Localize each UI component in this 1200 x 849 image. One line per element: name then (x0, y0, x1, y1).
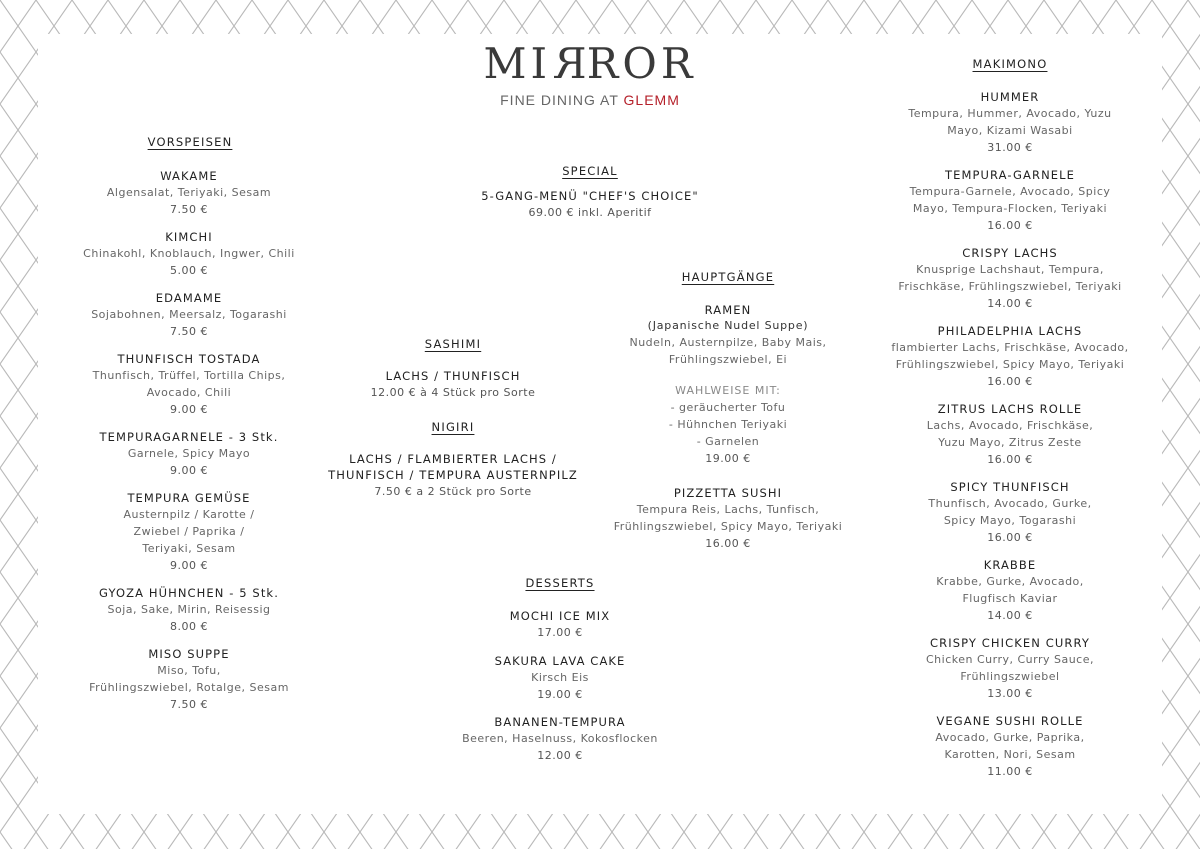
item-desc: flambierter Lachs, Frischkäse, Avocado, (891, 341, 1129, 354)
item-name: WAKAME (160, 169, 218, 183)
item-desc: Teriyaki, Sesam (142, 542, 236, 555)
item-desc: Soja, Sake, Mirin, Reisessig (107, 603, 271, 616)
item-desc: Flugfisch Kaviar (962, 592, 1058, 605)
item-name: 5-GANG-MENÜ "CHEF'S CHOICE" (481, 189, 699, 203)
item-option: - geräucherter Tofu (670, 401, 786, 414)
item-desc: Tempura, Hummer, Avocado, Yuzu (908, 107, 1112, 120)
item-name: KIMCHI (165, 230, 213, 244)
section-title-makimono: MAKIMONO (972, 57, 1048, 71)
item-name: MOCHI ICE MIX (509, 609, 611, 623)
item-desc: Algensalat, Teriyaki, Sesam (106, 186, 272, 199)
item-desc: Mayo, Tempura-Flocken, Teriyaki (912, 202, 1108, 215)
item-subtitle: (Japanische Nudel Suppe) (647, 319, 809, 332)
item-desc: Thunfisch, Trüffel, Tortilla Chips, (92, 369, 286, 382)
item-name: THUNFISCH / TEMPURA AUSTERNPILZ (328, 468, 578, 482)
item-price: 14.00 € (987, 609, 1033, 622)
item-desc: Frühlingszwiebel (960, 670, 1060, 683)
item-price: 7.50 € (170, 325, 208, 338)
item-desc: Frühlingszwiebel, Spicy Mayo, Teriyaki (613, 520, 843, 533)
item-name: TEMPURA GEMÜSE (127, 491, 251, 505)
menu-item (430, 714, 690, 764)
menu-item (303, 451, 603, 500)
item-name: LACHS / THUNFISCH (385, 369, 521, 383)
menu-item (598, 302, 858, 467)
item-price: 16.00 € (987, 375, 1033, 388)
item-name: RAMEN (704, 303, 752, 317)
menu-item (430, 188, 750, 221)
item-price: 16.00 € (987, 531, 1033, 544)
menu-item (868, 713, 1152, 780)
menu-item (313, 368, 593, 401)
menu-item (40, 585, 338, 635)
item-desc: Tempura-Garnele, Avocado, Spicy (909, 185, 1111, 198)
item-price: 7.50 € (170, 203, 208, 216)
brand-logo (440, 40, 740, 108)
section-title-vorspeisen: VORSPEISEN (147, 135, 233, 149)
item-desc: Garnele, Spicy Mayo (127, 447, 251, 460)
item-price: 9.00 € (170, 464, 208, 477)
item-price: 16.00 € (987, 219, 1033, 232)
item-desc: Beeren, Haselnuss, Kokosflocken (462, 732, 658, 745)
menu-item (868, 167, 1152, 234)
item-name: LACHS / FLAMBIERTER LACHS / (349, 452, 557, 466)
item-name: ZITRUS LACHS ROLLE (937, 402, 1083, 416)
item-price: 9.00 € (170, 403, 208, 416)
item-name: CRISPY CHICKEN CURRY (930, 636, 1090, 650)
section-title-nigiri: NIGIRI (431, 420, 475, 434)
item-desc: Lachs, Avocado, Frischkäse, (926, 419, 1094, 432)
item-price: 69.00 € inkl. Aperitif (528, 206, 652, 219)
menu-item (598, 485, 858, 552)
item-price: 9.00 € (170, 559, 208, 572)
item-desc: Kirsch Eis (531, 671, 589, 684)
item-name: PHILADELPHIA LACHS (937, 324, 1083, 338)
item-name: TEMPURA-GARNELE (944, 168, 1076, 182)
item-name: PIZZETTA SUSHI (673, 486, 783, 500)
menu-item (40, 290, 338, 340)
item-price: 31.00 € (987, 141, 1033, 154)
item-desc: Karotten, Nori, Sesam (944, 748, 1076, 761)
item-desc: Krabbe, Gurke, Avocado, (936, 575, 1084, 588)
item-name: VEGANE SUSHI ROLLE (936, 714, 1084, 728)
item-desc: Sojabohnen, Meersalz, Togarashi (91, 308, 287, 321)
menu-item (868, 479, 1152, 546)
item-desc: Frühlingszwiebel, Rotalge, Sesam (89, 681, 289, 694)
item-name: THUNFISCH TOSTADA (117, 352, 261, 366)
item-price: 19.00 € (537, 688, 583, 701)
brand-tagline: FINE DINING AT GLEMM (500, 92, 680, 108)
menu-item (868, 323, 1152, 390)
item-desc: Zwiebel / Paprika / (133, 525, 245, 538)
item-desc: Tempura Reis, Lachs, Tunfisch, (636, 503, 820, 516)
item-desc: Nudeln, Austernpilze, Baby Mais, (629, 336, 827, 349)
item-desc: Spicy Mayo, Togarashi (943, 514, 1077, 527)
section-title-desserts: DESSERTS (525, 576, 595, 590)
menu-item (430, 653, 690, 703)
item-desc: Knusprige Lachshaut, Tempura, (916, 263, 1104, 276)
section-title-special: SPECIAL (562, 164, 618, 178)
item-desc: Chicken Curry, Curry Sauce, (926, 653, 1094, 666)
item-price: 8.00 € (170, 620, 208, 633)
item-price: 7.50 € (170, 698, 208, 711)
item-option-heading: WAHLWEISE MIT: (675, 384, 781, 397)
brand-wordmark: MIRROR (483, 39, 697, 88)
item-desc: Mayo, Kizami Wasabi (947, 124, 1073, 137)
item-name: TEMPURAGARNELE - 3 Stk. (99, 430, 279, 444)
item-desc: Frühlingszwiebel, Ei (668, 353, 788, 366)
item-desc: Frischkäse, Frühlingszwiebel, Teriyaki (898, 280, 1122, 293)
item-price: 11.00 € (987, 765, 1033, 778)
item-desc: Avocado, Chili (146, 386, 232, 399)
item-desc: Chinakohl, Knoblauch, Ingwer, Chili (83, 247, 295, 260)
item-price: 5.00 € (170, 264, 208, 277)
item-desc: Miso, Tofu, (157, 664, 221, 677)
item-name: SAKURA LAVA CAKE (494, 654, 626, 668)
item-name: GYOZA HÜHNCHEN - 5 Stk. (99, 586, 279, 600)
item-name: SPICY THUNFISCH (950, 480, 1070, 494)
item-name: MISO SUPPE (148, 647, 230, 661)
item-name: CRISPY LACHS (962, 246, 1058, 260)
item-price: 12.00 € (537, 749, 583, 762)
item-price: 16.00 € (705, 537, 751, 550)
item-option: - Garnelen (696, 435, 760, 448)
menu-item (40, 429, 338, 479)
item-option: - Hühnchen Teriyaki (668, 418, 788, 431)
item-desc: Yuzu Mayo, Zitrus Zeste (938, 436, 1082, 449)
item-price: 7.50 € a 2 Stück pro Sorte (374, 485, 532, 498)
item-price: 16.00 € (987, 453, 1033, 466)
section-title-sashimi: SASHIMI (424, 337, 482, 351)
item-desc: Thunfisch, Avocado, Gurke, (928, 497, 1092, 510)
item-name: HUMMER (980, 90, 1040, 104)
item-price: 19.00 € (705, 452, 751, 465)
item-price: 17.00 € (537, 626, 583, 639)
item-price: 14.00 € (987, 297, 1033, 310)
item-name: EDAMAME (155, 291, 223, 305)
menu-item (868, 635, 1152, 702)
item-price: 12.00 € à 4 Stück pro Sorte (370, 386, 536, 399)
item-price: 13.00 € (987, 687, 1033, 700)
item-desc: Frühlingszwiebel, Spicy Mayo, Teriyaki (895, 358, 1125, 371)
item-desc: Austernpilz / Karotte / (123, 508, 255, 521)
item-name: KRABBE (983, 558, 1037, 572)
menu-item (40, 490, 338, 574)
menu-item (868, 401, 1152, 468)
menu-item (868, 89, 1152, 156)
menu-item (868, 245, 1152, 312)
menu-item (40, 646, 338, 713)
item-name: BANANEN-TEMPURA (494, 715, 626, 729)
menu-item (430, 608, 690, 641)
menu-item (40, 351, 338, 418)
menu-item (40, 168, 338, 218)
menu-item (868, 557, 1152, 624)
menu-item (40, 229, 338, 279)
section-title-hauptgaenge: HAUPTGÄNGE (681, 270, 775, 284)
item-desc: Avocado, Gurke, Paprika, (935, 731, 1085, 744)
